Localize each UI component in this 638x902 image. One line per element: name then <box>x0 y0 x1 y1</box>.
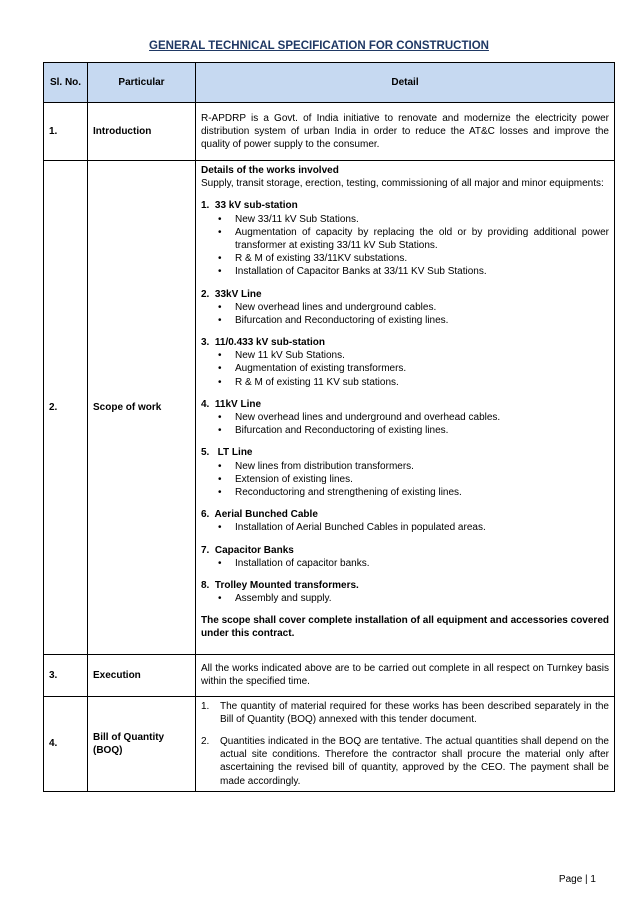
bullet-icon: • <box>218 314 222 326</box>
bullet-icon: • <box>218 593 222 605</box>
scope-list-item: • New lines from distribution transformers. <box>218 460 414 472</box>
row-detail: All the works indicated above are to be carried out complete in all respect on Turnkey basis within the specified time. <box>196 654 615 696</box>
boq-items <box>201 700 609 788</box>
scope-section-title: 8. Trolley Mounted transformers. <box>201 579 359 591</box>
header-detail: Detail <box>196 63 615 103</box>
bullet-icon: • <box>218 363 222 375</box>
row-particular: Bill of Quantity (BOQ) <box>88 696 196 791</box>
scope-list-item: • Installation of capacitor banks. <box>218 557 370 569</box>
scope-list-item: • Bifurcation and Reconductoring of existing lines. <box>218 425 449 437</box>
scope-section-title: 4. 11kV Line <box>201 398 262 410</box>
bullet-icon: • <box>218 301 222 313</box>
bullet-icon: • <box>218 486 222 498</box>
scope-list-item: • Installation of Capacitor Banks at 33/11 KV Sub Stations. <box>218 266 487 278</box>
scope-list-item: • Reconductoring and strengthening of existing lines. <box>218 486 462 498</box>
bullet-icon: • <box>218 412 222 423</box>
scope-intro: Supply, transit storage, erection, testing, commissioning of all major and minor equipments: <box>201 178 604 190</box>
row-particular: Introduction <box>88 103 196 161</box>
bullet-icon: • <box>218 557 222 569</box>
table-row <box>44 696 615 791</box>
spec-table <box>43 62 615 792</box>
scope-list-item: • Assembly and supply. <box>218 593 332 605</box>
bullet-icon: • <box>218 226 222 238</box>
table-row <box>44 103 615 161</box>
bullet-icon: • <box>218 425 222 437</box>
bullet-icon: • <box>218 213 222 225</box>
boq-list-item: 2. Quantities indicated in the BOQ are tentative. The actual quantities shall depend on the actual site conditions. Therefore the contractor shall procure the material only after ascertaining the revised bill of quantity, approved by the CEO. The payment shall be made accordingly. <box>201 736 609 787</box>
scope-section-title: 2. 33kV Line <box>201 288 262 300</box>
header-sl: Sl. No. <box>44 63 88 103</box>
row-sl: 2. <box>44 161 88 655</box>
scope-list-item: • R & M of existing 11 KV sub stations. <box>218 376 399 388</box>
page-number: Page | 1 <box>558 874 596 885</box>
scope-section-title: 5. LT Line <box>201 447 253 459</box>
scope-list-item: • New 33/11 kV Sub Stations. <box>218 213 359 225</box>
bullet-icon: • <box>218 522 222 534</box>
scope-list-item: • Extension of existing lines. <box>218 473 353 485</box>
scope-section-title: 3. 11/0.433 kV sub-station <box>201 337 325 349</box>
scope-list-item: • New overhead lines and underground and overhead cables. <box>218 412 501 423</box>
bullet-icon: • <box>218 460 222 472</box>
table-header-row <box>44 63 615 103</box>
boq-detail <box>196 696 615 791</box>
scope-heading: Details of the works involved <box>201 165 339 176</box>
row-particular: Scope of work <box>88 161 196 655</box>
scope-section-title: 1. 33 kV sub-station <box>201 200 298 212</box>
scope-list-item: • Bifurcation and Reconductoring of existing lines. <box>218 314 449 326</box>
scope-list-item: • Augmentation of existing transformers. <box>218 363 407 375</box>
scope-list-item: • R & M of existing 33/11KV substations. <box>218 253 408 265</box>
bullet-icon: • <box>218 266 222 278</box>
bullet-icon: • <box>218 376 222 388</box>
scope-closing: The scope shall cover complete installation of all equipment and accessories covered under this contract. <box>201 615 609 640</box>
scope-list-item: • Installation of Aerial Bunched Cables in populated areas. <box>218 522 486 534</box>
row-particular: Execution <box>88 654 196 696</box>
row-sl: 3. <box>44 654 88 696</box>
bullet-icon: • <box>218 253 222 265</box>
header-particular: Particular <box>88 63 196 103</box>
row-sl: 1. <box>44 103 88 161</box>
scope-section-title: 7. Capacitor Banks <box>201 544 294 556</box>
table-row <box>44 654 615 696</box>
scope-sections <box>201 190 609 605</box>
scope-list-item: • New overhead lines and underground cables. <box>218 301 437 313</box>
row-sl: 4. <box>44 696 88 791</box>
boq-list-item: 1. The quantity of material required for these works has been described separately in the Bill of Quantity (BOQ) annexed with this tender document. <box>201 700 609 725</box>
page-title: GENERAL TECHNICAL SPECIFICATION FOR CONSTRUCTION <box>149 40 489 52</box>
scope-section-title: 6. Aerial Bunched Cable <box>201 509 318 521</box>
bullet-icon: • <box>218 473 222 485</box>
row-detail: R-APDRP is a Govt. of India initiative to renovate and modernize the electricity power distribution system of urban India in order to reduce the AT&C losses and improve the quality of power supply to the consumer. <box>196 103 615 161</box>
table-row <box>44 161 615 655</box>
scope-list-item: • Augmentation of capacity by replacing the old or by providing additional power transformer at existing 33/11 kV Sub Stations. <box>218 226 609 251</box>
scope-detail <box>196 161 615 655</box>
bullet-icon: • <box>218 350 222 362</box>
scope-list-item: • New 11 kV Sub Stations. <box>218 350 345 362</box>
